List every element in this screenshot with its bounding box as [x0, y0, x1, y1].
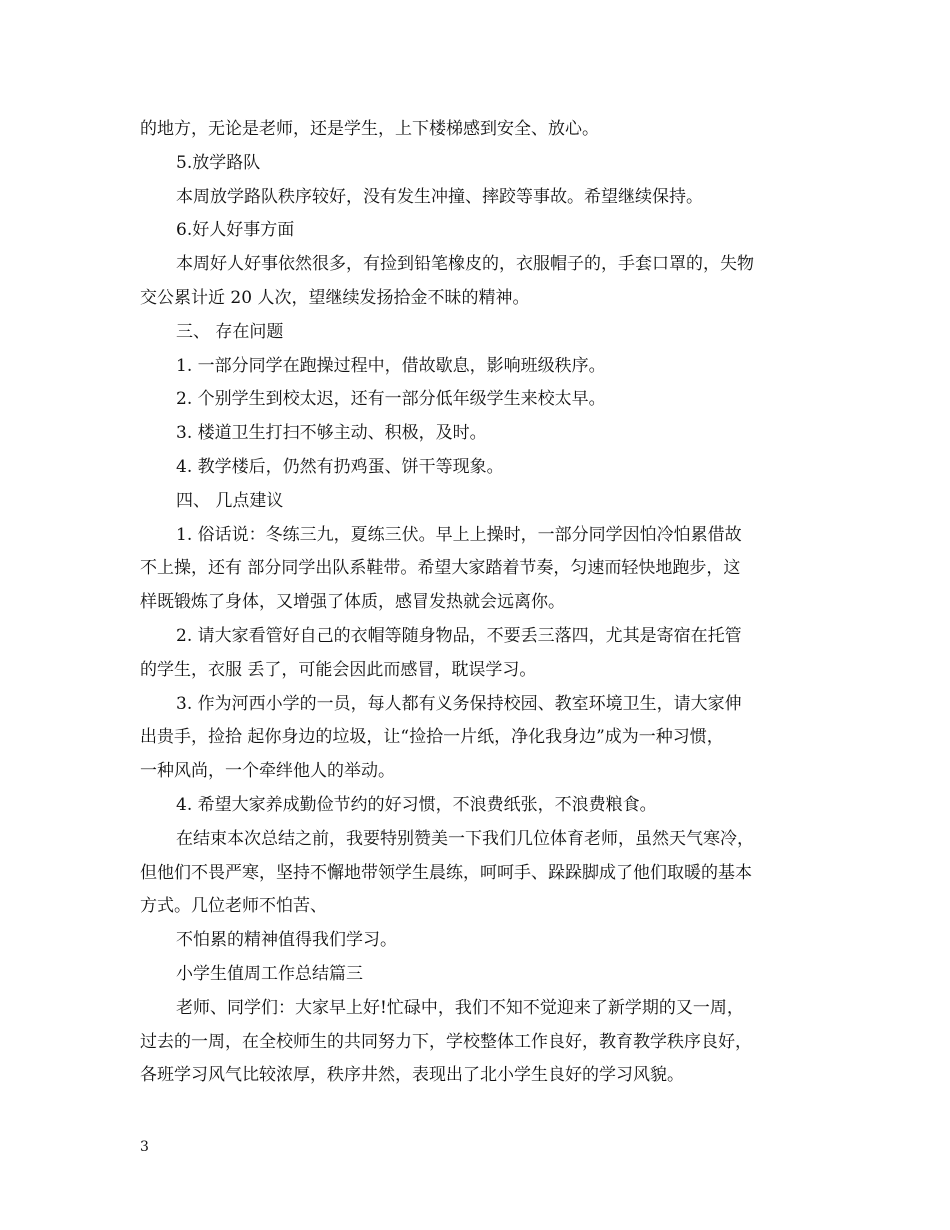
text-line: 三、 存在问题	[176, 321, 284, 342]
text-line: 方式。几位老师不怕苦、	[140, 896, 327, 917]
text-line: 但他们不畏严寒，坚持不懈地带领学生晨练，呵呵手、跺跺脚成了他们取暖的基本	[140, 862, 752, 883]
text-line: 在结束本次总结之前，我要特别赞美一下我们几位体育老师，虽然天气寒冷，	[176, 828, 754, 849]
text-line: 一种风尚，一个牵绊他人的举动。	[140, 761, 395, 782]
text-line: 5.放学路队	[176, 152, 261, 173]
text-line: 过去的一周，在全校师生的共同努力下，学校整体工作良好，教育教学秩序良好，	[140, 1031, 752, 1052]
text-line: 样既锻炼了身体，又增强了体质，感冒发热就会远离你。	[140, 592, 565, 613]
text-line: 2. 个别学生到校太迟，还有一部分低年级学生来校太早。	[176, 389, 606, 410]
text-line: 本周放学路队秩序较好，没有发生冲撞、摔跤等事故。希望继续保持。	[176, 186, 703, 207]
text-line: 交公累计近 20 人次，望继续发扬拾金不昧的精神。	[140, 287, 530, 308]
text-line: 不上操，还有 部分同学出队系鞋带。希望大家踏着节奏，匀速而轻快地跑步，这	[140, 558, 741, 579]
text-line: 老师、同学们：大家早上好!忙碌中，我们不知不觉迎来了新学期的又一周，	[176, 997, 744, 1018]
text-line: 4. 希望大家养成勤俭节约的好习惯，不浪费纸张，不浪费粮食。	[176, 794, 657, 815]
text-line: 的学生，衣服 丢了，可能会因此而感冒，耽误学习。	[140, 659, 537, 680]
text-line: 6.好人好事方面	[176, 220, 295, 241]
text-line: 1. 俗话说：冬练三九，夏练三伏。早上上操时，一部分同学因怕冷怕累借故	[176, 524, 742, 545]
text-line: 四、 几点建议	[176, 490, 284, 511]
text-line: 的地方，无论是老师，还是学生，上下楼梯感到安全、放心。	[140, 119, 599, 139]
text-line: 小学生值周工作总结篇三	[176, 963, 363, 984]
text-line: 不怕累的精神值得我们学习。	[176, 930, 397, 951]
text-line: 3. 楼道卫生打扫不够主动、积极，及时。	[176, 423, 487, 444]
page-number: 3	[140, 1139, 149, 1155]
text-line: 出贵手，捡拾 起你身边的垃圾，让“捡拾一片纸，净化我身边”成为一种习惯，	[140, 727, 724, 748]
text-line: 本周好人好事依然很多，有捡到铅笔橡皮的，衣服帽子的，手套口罩的，失物	[176, 254, 754, 275]
text-line: 4. 教学楼后，仍然有扔鸡蛋、饼干等现象。	[176, 456, 504, 477]
text-line: 1. 一部分同学在跑操过程中，借故歇息，影响班级秩序。	[176, 355, 606, 376]
text-line: 2. 请大家看管好自己的衣帽等随身物品，不要丢三落四，尤其是寄宿在托管	[176, 625, 742, 646]
text-line: 各班学习风气比较浓厚，秩序井然，表现出了北小学生良好的学习风貌。	[140, 1065, 684, 1086]
text-line: 3. 作为河西小学的一员，每人都有义务保持校园、教室环境卫生，请大家伸	[176, 693, 742, 714]
document-body	[140, 113, 810, 1093]
